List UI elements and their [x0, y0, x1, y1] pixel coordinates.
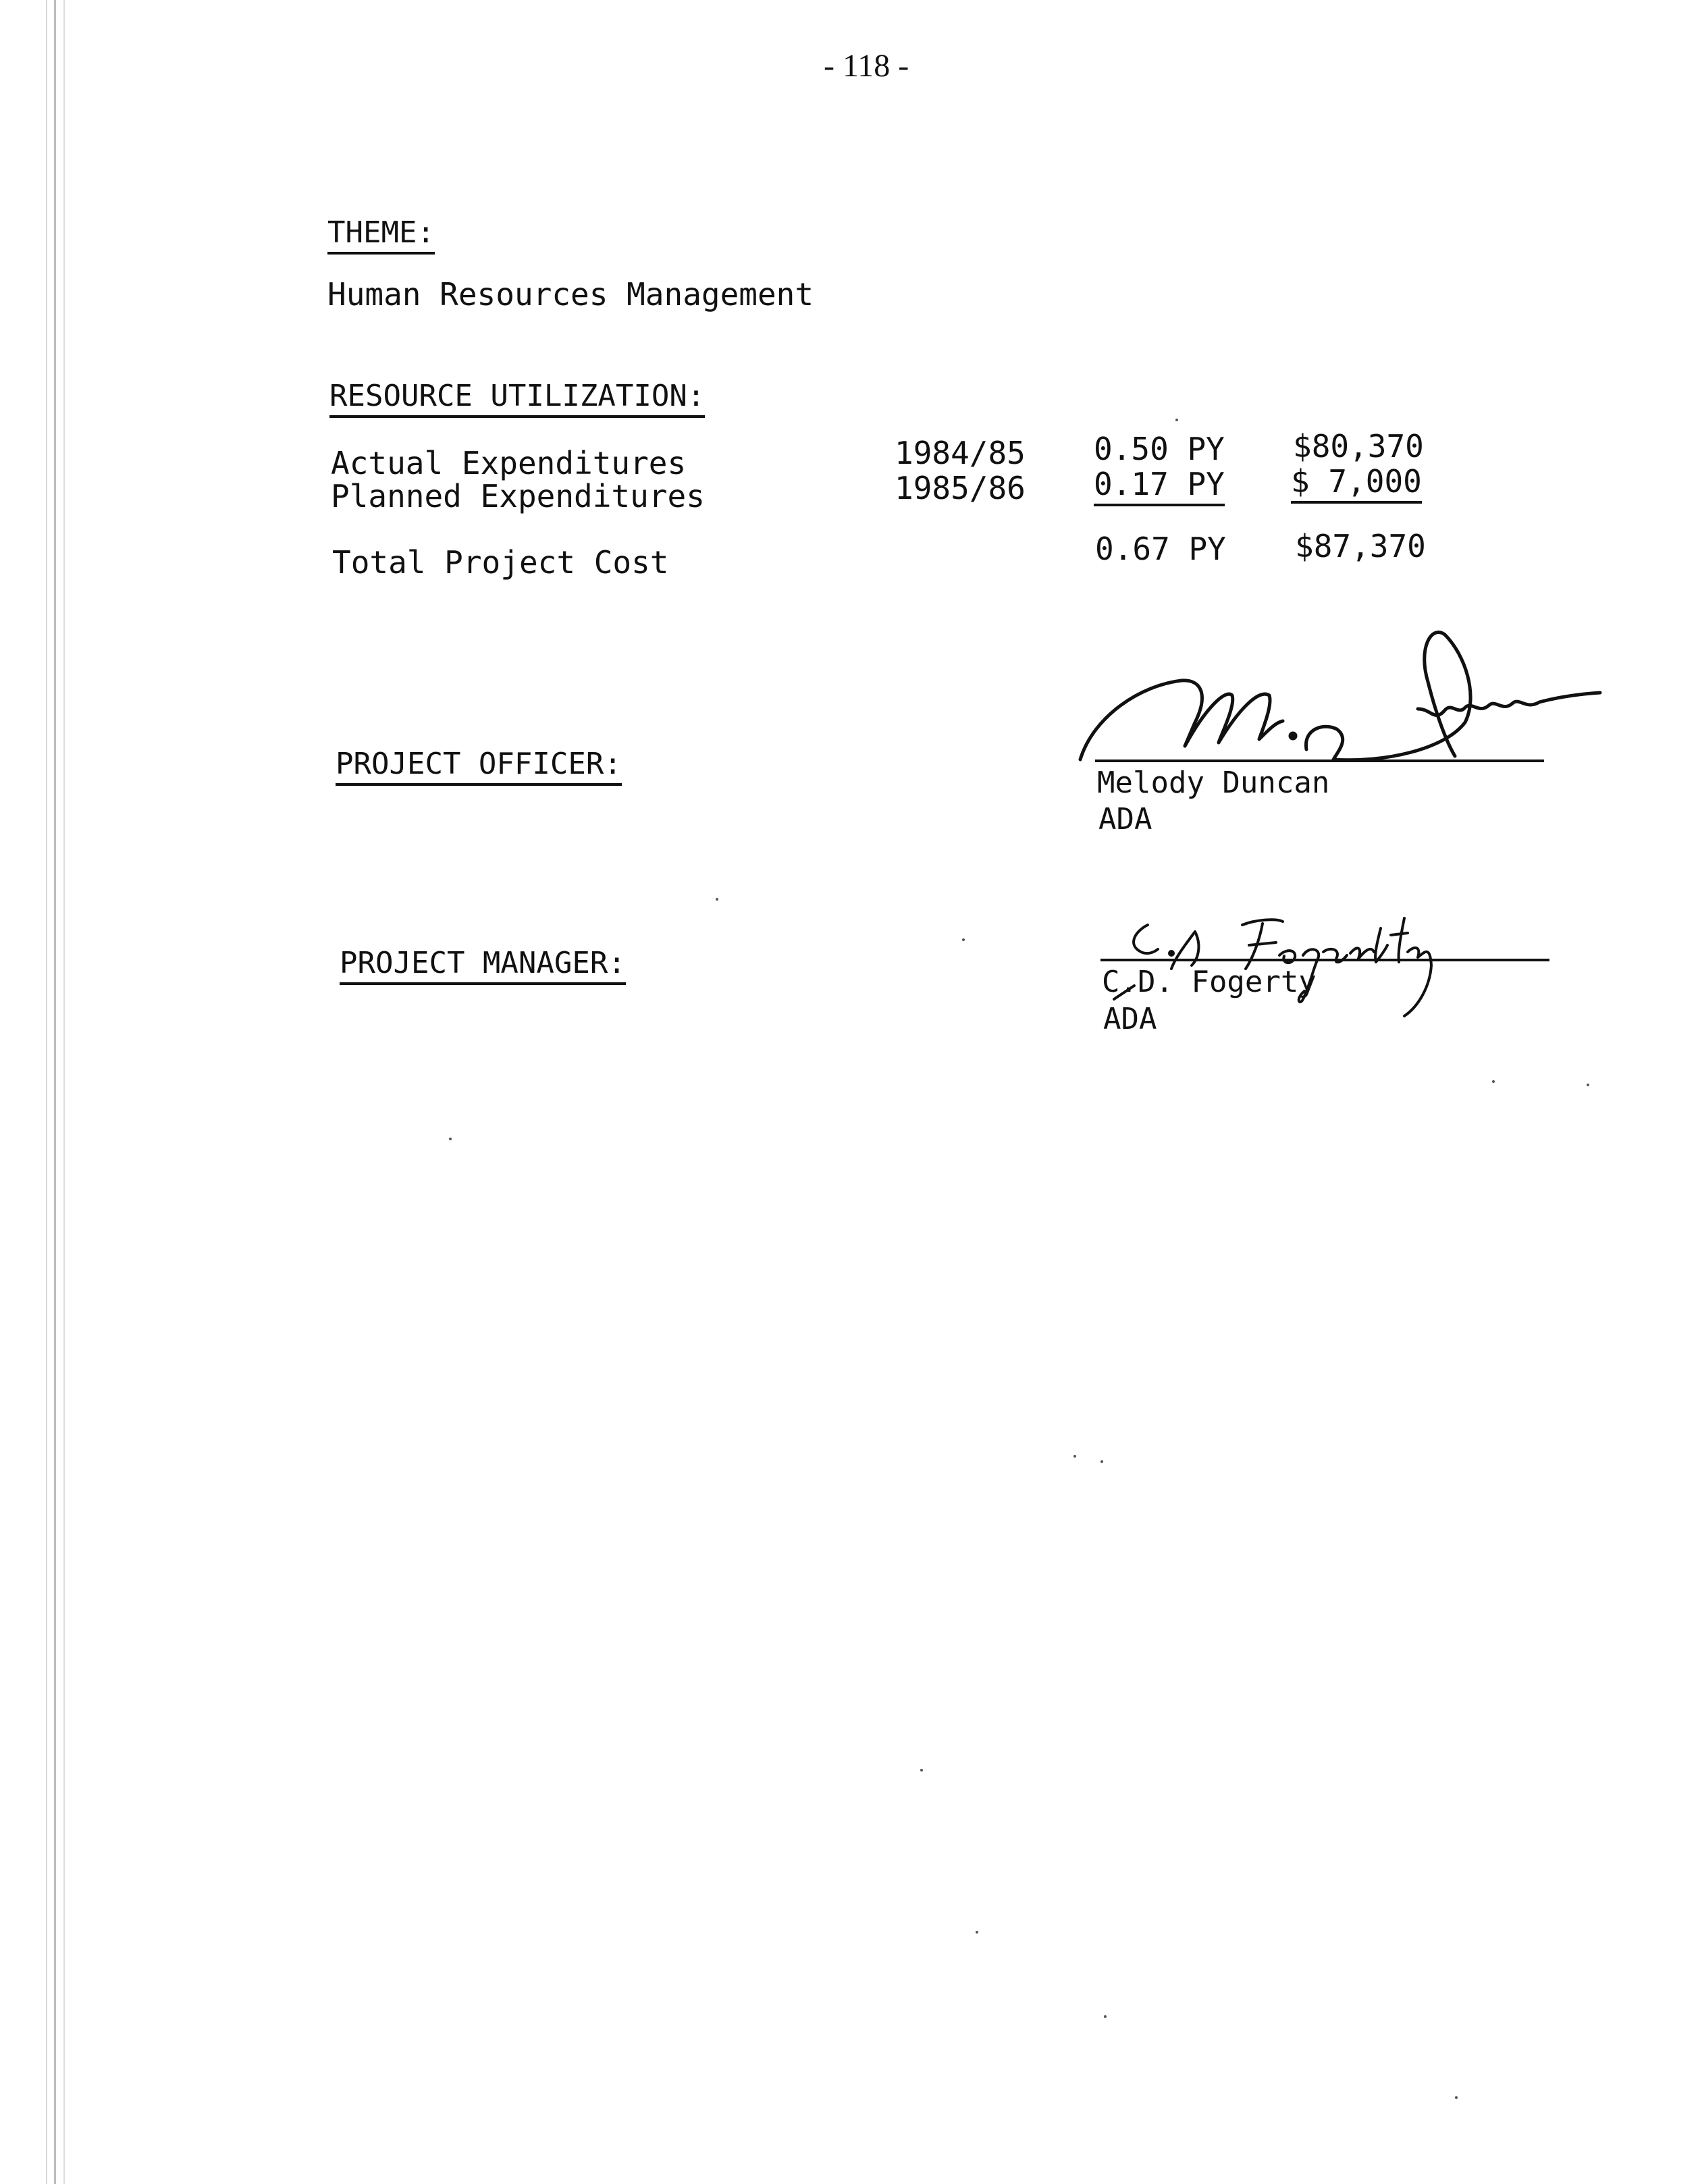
scan-speck — [962, 938, 965, 941]
resource-utilization-heading: RESOURCE UTILIZATION: — [329, 381, 705, 418]
project-officer-signature — [1067, 621, 1607, 776]
actual-expenditures-cost: $80,370 — [1293, 428, 1424, 464]
page-number: - 118 - — [824, 48, 909, 84]
scan-speck — [1492, 1080, 1495, 1083]
actual-expenditures-py: 0.50 PY — [1094, 431, 1225, 467]
scan-speck — [716, 898, 718, 901]
project-manager-signature — [1107, 905, 1539, 1019]
actual-expenditures-label: Actual Expenditures — [331, 445, 687, 481]
theme-value: Human Resources Management — [327, 276, 814, 313]
scan-speck — [976, 1931, 978, 1934]
scan-speck — [1073, 1455, 1076, 1458]
scan-speck — [1455, 2096, 1458, 2099]
project-manager-name: C.D. Fogerty — [1102, 965, 1317, 999]
total-project-cost-py: 0.67 PY — [1095, 531, 1226, 567]
planned-expenditures-label: Planned Expenditures — [331, 478, 705, 514]
scan-edge-artifact — [46, 0, 47, 2184]
project-officer-organization: ADA — [1098, 802, 1152, 836]
theme-heading: THEME: — [327, 218, 435, 255]
scan-edge-artifact — [54, 0, 56, 2184]
scan-speck — [1587, 1084, 1589, 1086]
project-manager-heading: PROJECT MANAGER: — [340, 949, 626, 985]
project-manager-signature-line — [1100, 959, 1549, 961]
scan-edge-artifact — [63, 0, 65, 2184]
actual-expenditures-year: 1984/85 — [895, 435, 1026, 471]
scan-speck — [920, 1769, 923, 1772]
total-project-cost-cost: $87,370 — [1295, 528, 1426, 564]
project-manager-organization: ADA — [1103, 1002, 1157, 1036]
scan-speck — [1100, 1460, 1103, 1463]
total-project-cost-label: Total Project Cost — [332, 544, 669, 581]
scan-speck — [1175, 419, 1178, 421]
project-officer-name: Melody Duncan — [1097, 766, 1330, 800]
planned-expenditures-cost: $ 7,000 — [1291, 466, 1422, 504]
project-officer-signature-line — [1095, 760, 1544, 762]
scan-speck — [449, 1138, 452, 1140]
project-officer-heading: PROJECT OFFICER: — [336, 749, 622, 786]
planned-expenditures-year: 1985/86 — [895, 470, 1026, 506]
scan-speck — [1104, 2015, 1107, 2018]
planned-expenditures-py: 0.17 PY — [1094, 469, 1225, 506]
